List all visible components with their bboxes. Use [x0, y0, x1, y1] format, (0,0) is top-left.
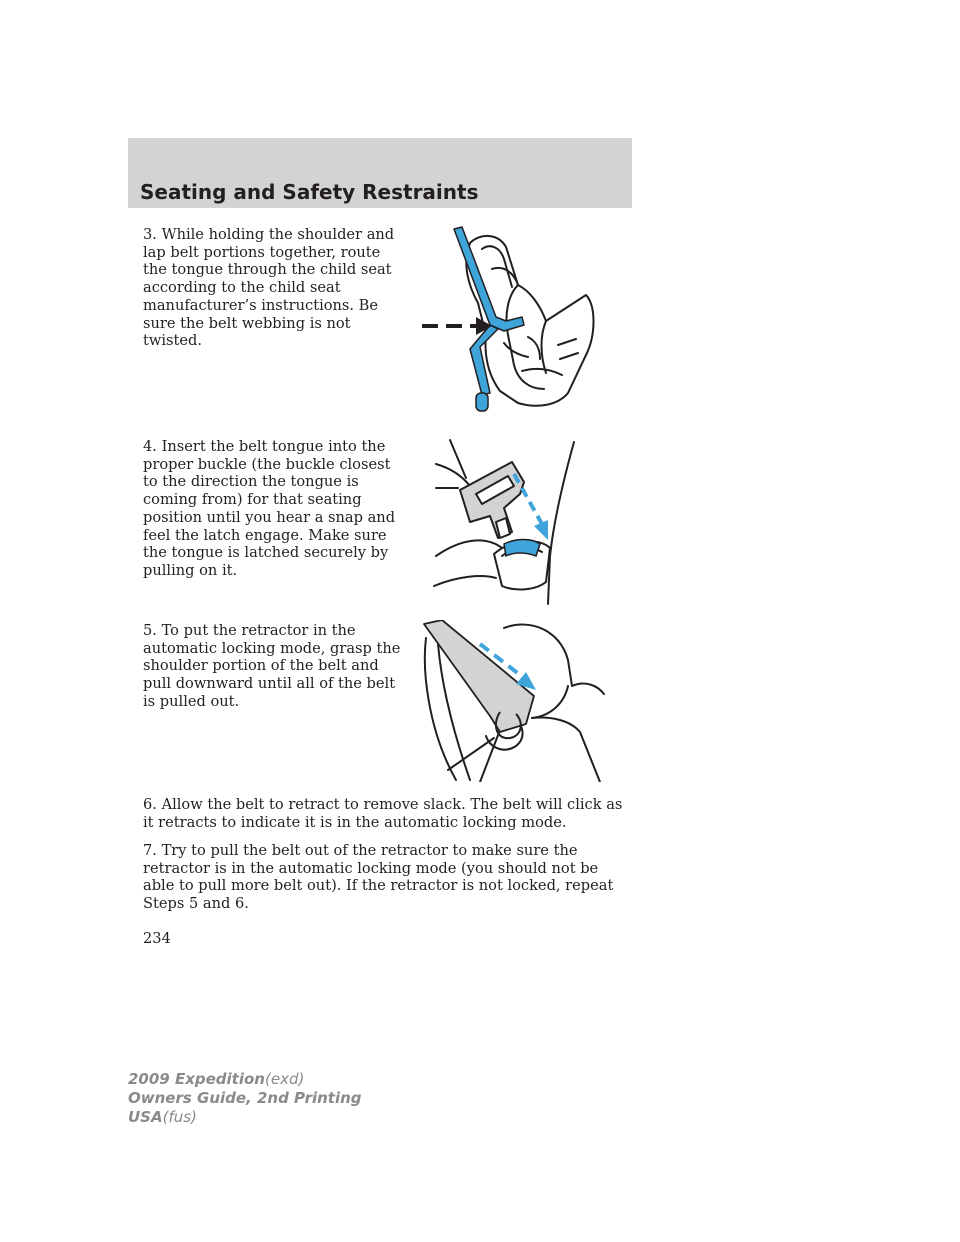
step-3-text: 3. While holding the shoulder and lap belt portions together, route the tongue through the child seat according to the child seat manufacturer’s instructions. Be sure the belt webbing is not twisted.: [143, 226, 395, 350]
footer-publication-info: [128, 1070, 362, 1127]
footer-market-code: (fus): [162, 1108, 197, 1126]
child-seat-routing-illustration: [418, 225, 603, 415]
footer-model-code: (exd): [264, 1070, 305, 1088]
step-6-text: 6. Allow the belt to retract to remove slack. The belt will click as it retracts to indicate it is in the automatic locking mode.: [143, 796, 623, 831]
belt-buckle-illustration: [432, 438, 582, 606]
header-band: [128, 138, 632, 208]
footer-model: 2009 Expedition: [128, 1070, 265, 1088]
footer-line-1: [128, 1070, 362, 1089]
step-5-text: 5. To put the retractor in the automatic locking mode, grasp the shoulder portion of the belt and pull downward until all of the belt is pulled out.: [143, 622, 401, 710]
footer-line-2: Owners Guide, 2nd Printing: [128, 1089, 362, 1107]
footer-line-3: [128, 1108, 362, 1127]
step-4-text: 4. Insert the belt tongue into the proper buckle (the buckle closest to the direction the tongue is coming from) for that seating position until you hear a snap and feel the latch engage. Make sure the tongue is latched securely by pulling on it.: [143, 438, 396, 579]
retractor-belt-illustration: [420, 620, 605, 782]
footer-market: USA: [128, 1108, 163, 1126]
section-title: Seating and Safety Restraints: [140, 180, 479, 204]
step-7-text: 7. Try to pull the belt out of the retractor to make sure the retractor is in the automatic locking mode (you should not be able to pull more belt out). If the retractor is not locked, repeat Steps 5 and 6.: [143, 842, 614, 913]
page-number: 234: [143, 930, 171, 947]
